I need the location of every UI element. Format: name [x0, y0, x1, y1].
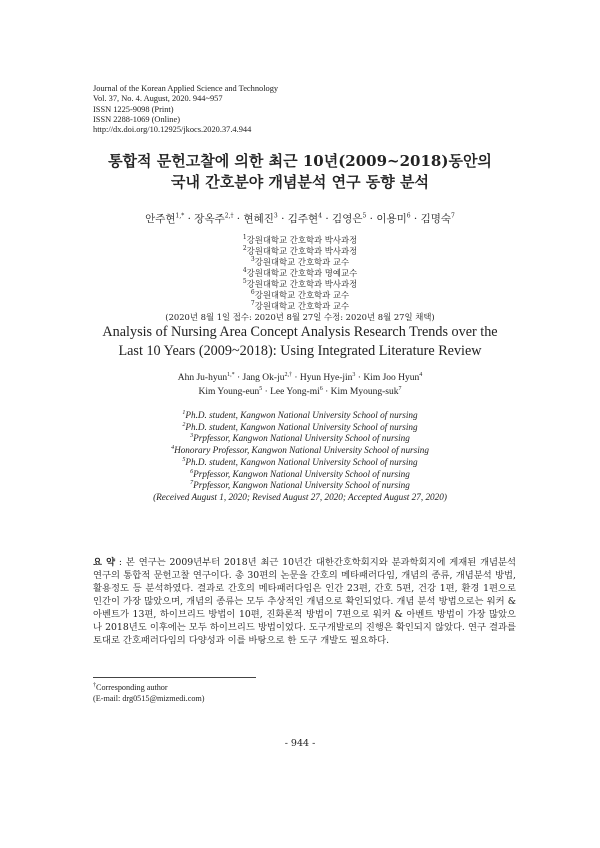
- affiliation-sup: 7: [190, 480, 194, 487]
- affiliation-text: 강원대학교 간호학과 교수: [254, 290, 350, 300]
- english-authors-line1: [0, 372, 600, 386]
- author-name: Lee Yong-mi: [270, 386, 320, 397]
- author-separator: ·: [355, 373, 364, 383]
- affiliation-text: Prpfessor, Kangwon National University School of nursing: [193, 433, 410, 444]
- author-sup: 4: [318, 212, 323, 220]
- affiliation-line: [0, 433, 600, 445]
- affiliation-text: 강원대학교 간호학과 교수: [254, 301, 350, 311]
- author-sup: 1,*: [175, 212, 185, 220]
- affiliation-sup: 2: [242, 245, 247, 253]
- affiliation-line: [0, 457, 600, 469]
- affiliation-sup: 5: [242, 278, 247, 286]
- footnote: [93, 682, 205, 704]
- affiliation-line: [0, 268, 600, 279]
- affiliation-text: Ph.D. student, Kangwon National University School of nursing: [185, 456, 418, 467]
- corresponding-author-label: Corresponding author: [96, 683, 168, 692]
- korean-affiliations: [0, 235, 600, 323]
- author-separator: ·: [410, 213, 421, 225]
- author-separator: ·: [184, 213, 195, 225]
- korean-affiliation-list: [0, 235, 600, 312]
- author-name: 이용미: [376, 213, 407, 225]
- author-separator: ·: [262, 386, 271, 397]
- author-sup: 4: [419, 371, 423, 378]
- dagger-mark: †: [93, 682, 96, 689]
- english-title-line1: Analysis of Nursing Area Concept Analysis Research Trends over the: [102, 324, 498, 340]
- author-separator: ·: [291, 373, 300, 383]
- footnote-line1: [93, 682, 205, 693]
- author-sup: 5: [259, 385, 263, 392]
- author-name: Ahn Ju-hyun: [177, 373, 228, 383]
- affiliation-line: [0, 290, 600, 301]
- author-name: 장옥주: [194, 213, 225, 225]
- author-name: 안주현: [145, 213, 176, 225]
- affiliation-text: Prpfessor, Kangwon National University School of nursing: [193, 480, 410, 491]
- author-name: Kim Joo Hyun: [363, 373, 420, 383]
- affiliation-line: [0, 410, 600, 422]
- journal-issn-online: ISSN 2288-1069 (Online): [93, 114, 181, 124]
- journal-name: Journal of the Korean Applied Science and Technology: [93, 84, 279, 93]
- affiliation-line: [0, 301, 600, 312]
- abstract-label: 요 약: [93, 557, 116, 568]
- journal-doi: http://dx.doi.org/10.12925/jkocs.2020.37.4.944: [93, 125, 252, 135]
- author-sup: 2,†: [224, 212, 234, 220]
- author-separator: ·: [277, 213, 288, 225]
- author-sup: 3: [352, 371, 356, 378]
- korean-title-line2: 국내 간호분야 개념분석 연구 동향 분석: [171, 173, 429, 191]
- english-title: [0, 323, 600, 360]
- author-name: Jang Ok-ju: [242, 373, 285, 383]
- author-separator: ·: [322, 386, 331, 397]
- author-name: 현혜진: [243, 213, 274, 225]
- affiliation-line: [0, 279, 600, 290]
- affiliation-text: Ph.D. student, Kangwon National University School of nursing: [185, 421, 418, 432]
- affiliation-sup: 5: [182, 456, 186, 463]
- english-affiliations: [0, 410, 600, 504]
- author-name: 김주현: [287, 213, 319, 225]
- affiliation-line: [0, 422, 600, 434]
- author-separator: ·: [366, 213, 377, 225]
- author-sup: 3: [273, 212, 278, 220]
- author-sup: 7: [451, 212, 455, 220]
- journal-volume: Vol. 37, No. 4. August, 2020. 944~957: [93, 94, 223, 104]
- affiliation-line: [0, 257, 600, 268]
- journal-info: [93, 84, 278, 135]
- affiliation-text: Ph.D. student, Kangwon National University School of nursing: [185, 410, 418, 420]
- english-title-line2: Last 10 Years (2009~2018): Using Integrated Literature Review: [118, 342, 482, 359]
- author-sup: 7: [398, 385, 402, 392]
- affiliation-sup: 3: [190, 433, 194, 440]
- author-sup: 5: [362, 212, 367, 220]
- footnote-email: (E-mail: drg0515@mizmedi.com): [93, 694, 205, 703]
- korean-authors: [0, 211, 600, 226]
- affiliation-text: 강원대학교 간호학과 명예교수: [246, 268, 358, 278]
- affiliation-text: Honorary Professor, Kangwon National University School of nursing: [174, 445, 429, 456]
- english-affiliation-list: [0, 410, 600, 492]
- affiliation-line: [0, 235, 600, 246]
- author-sup: 6: [319, 385, 323, 392]
- affiliation-sup: 4: [171, 445, 175, 452]
- affiliation-text: 강원대학교 간호학과 박사과정: [246, 235, 358, 245]
- author-sup: 6: [406, 212, 411, 220]
- affiliation-sup: 7: [250, 300, 255, 308]
- author-name: 김영은: [332, 213, 363, 225]
- affiliation-line: [0, 246, 600, 257]
- author-separator: ·: [234, 373, 243, 383]
- affiliation-text: 강원대학교 간호학과 교수: [254, 257, 350, 267]
- affiliation-sup: 3: [250, 256, 255, 264]
- author-name: Hyun Hye-jin: [299, 373, 353, 383]
- author-sup: 1,*: [227, 371, 235, 378]
- abstract-text: : 본 연구는 2009년부터 2018년 최근 10년간 대한간호학회지와 분과학회지에 게재된 개념분석 연구의 통합적 문헌고찰 연구이다. 총 30편의 논문을 간호의 메타패러다임, 개념의 종류, 개념분석 방법, 활용정도 등 분석하였다. 결과로 간호의 메타패러다임은 인간 23편, 간호 5편, 건강 1편, 환경 1편으로 인간이 가장 많았으며, 개념의 종류는 모두 추상적인 개념으로 확인되었다. 개념 분석 방법으로는 워커 & 아벤트가 13편, 하이브리드 방법이 10편, 진화론적 방법이 7편으로 워커 & 아벤트 방법이 가장 많았으나 2018년도 이후에는 모두 하이브리드 방법이었다. 도구개발로의 진행은 확인되지 않았다. 연구 결과를 토대로 간호패러다임의 다양성과 이를 바탕으로 한 도구 개발도 필요하다.: [93, 557, 517, 646]
- author-separator: ·: [322, 213, 333, 225]
- english-authors: [0, 372, 600, 399]
- affiliation-sup: 1: [182, 409, 186, 416]
- korean-title: [0, 151, 600, 193]
- author-name: Kim Young-eun: [198, 386, 260, 397]
- affiliation-sup: 4: [242, 267, 247, 275]
- affiliation-sup: 2: [182, 421, 186, 428]
- affiliation-sup: 1: [242, 234, 247, 242]
- affiliation-line: [0, 480, 600, 492]
- author-sup: 2,†: [284, 371, 292, 378]
- english-authors-line2: [0, 386, 600, 400]
- abstract: [93, 556, 516, 647]
- korean-dates: (2020년 8월 1일 접수: 2020년 8월 27일 수정: 2020년 8월 27일 채택): [165, 312, 435, 322]
- affiliation-text: 강원대학교 간호학과 박사과정: [246, 279, 358, 289]
- affiliation-sup: 6: [190, 468, 194, 475]
- affiliation-sup: 6: [250, 289, 255, 297]
- affiliation-line: [0, 469, 600, 481]
- affiliation-text: 강원대학교 간호학과 박사과정: [246, 246, 358, 256]
- affiliation-line: [0, 445, 600, 457]
- affiliation-text: Prpfessor, Kangwon National University School of nursing: [193, 468, 410, 479]
- page-number: - 944 -: [284, 738, 316, 749]
- author-name: Kim Myoung-suk: [330, 386, 399, 397]
- english-dates: (Received August 1, 2020; Revised August 27, 2020; Accepted August 27, 2020): [153, 491, 447, 502]
- author-name: 김명숙: [420, 213, 452, 225]
- footnote-divider: [93, 677, 256, 678]
- korean-title-line1: 통합적 문헌고찰에 의한 최근 10년(2009~2018)동안의: [108, 152, 492, 170]
- journal-issn-print: ISSN 1225-9098 (Print): [93, 104, 174, 114]
- author-separator: ·: [233, 213, 244, 225]
